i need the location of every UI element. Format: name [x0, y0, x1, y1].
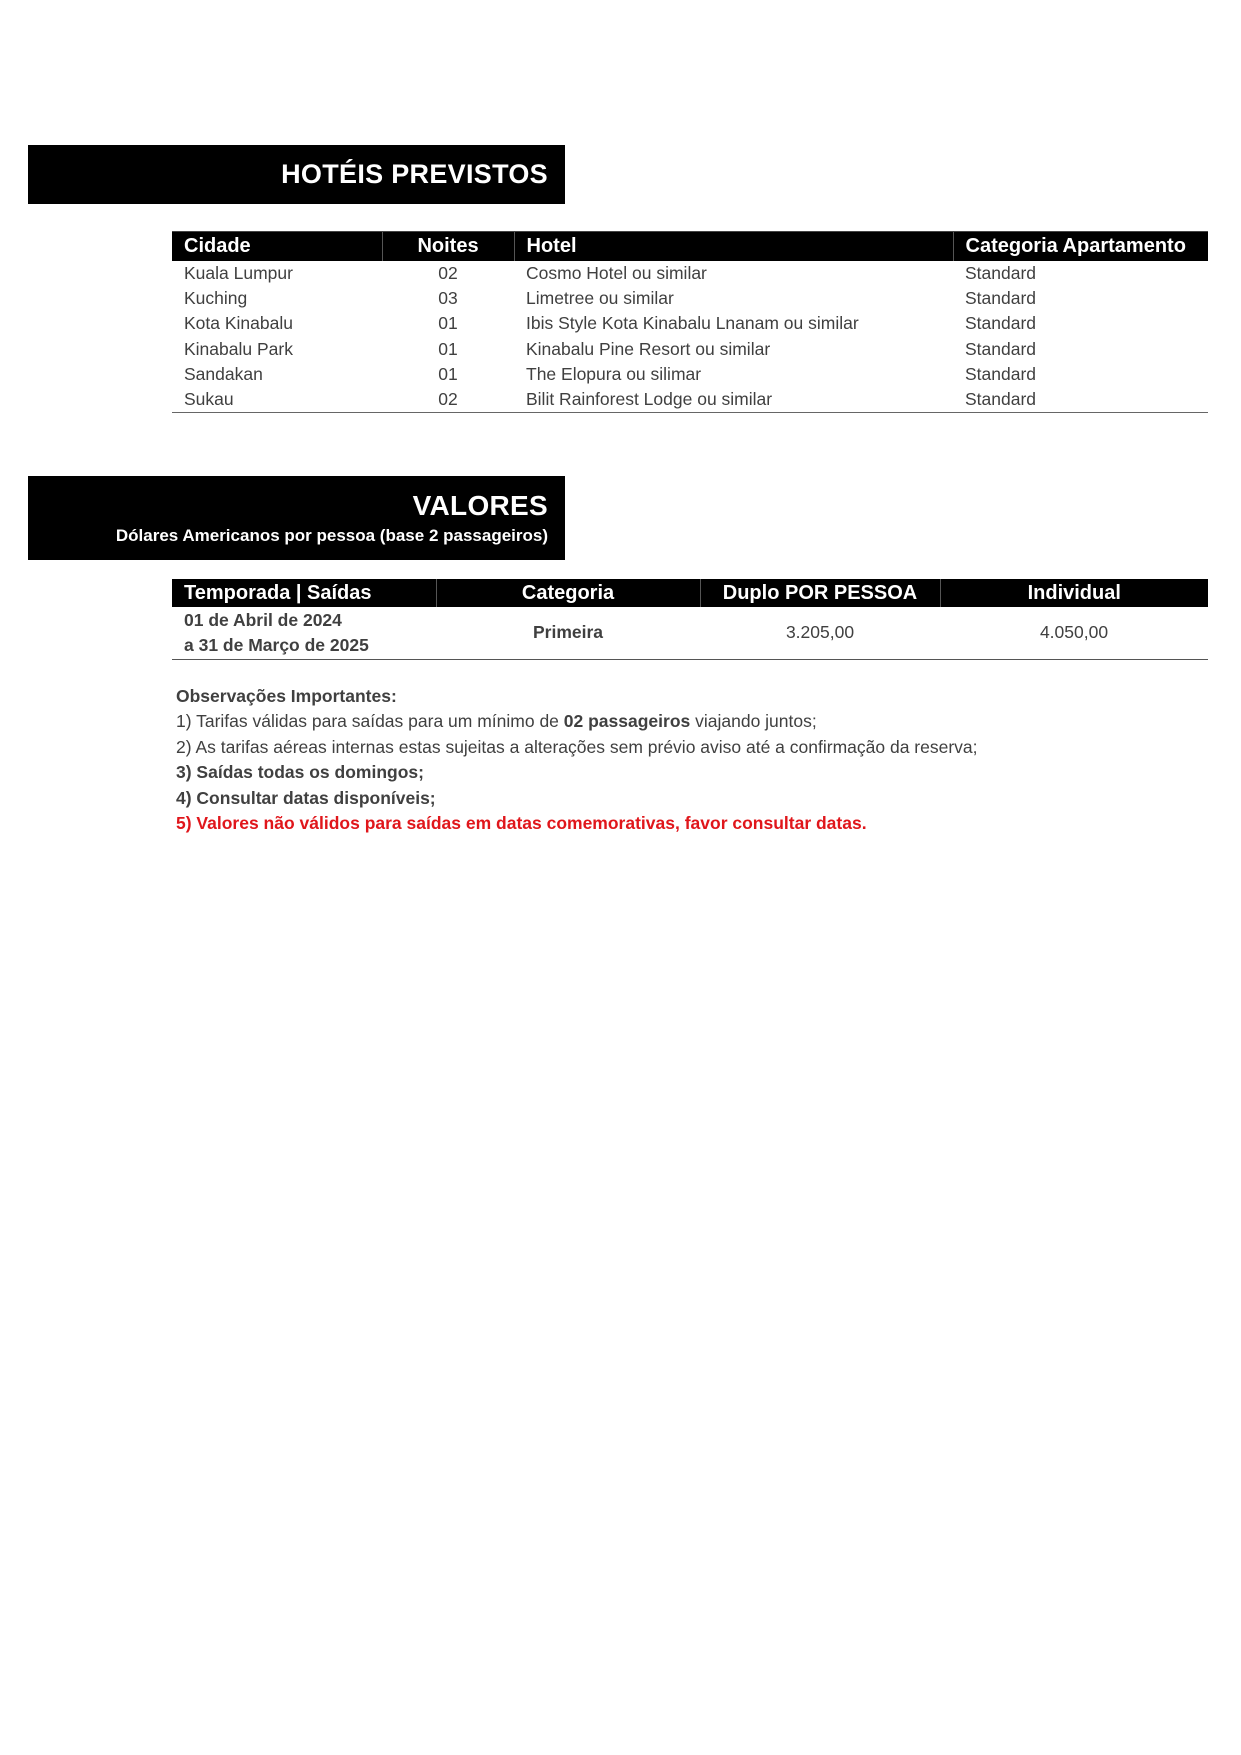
- cell-hotel: Limetree ou similar: [526, 288, 674, 309]
- table-row: [172, 362, 1208, 387]
- observacao-1-post: viajando juntos;: [690, 711, 817, 732]
- cell-hotel: Ibis Style Kota Kinabalu Lnanam ou similar: [526, 313, 859, 334]
- observacao-item-4: 4) Consultar datas disponíveis;: [176, 787, 436, 808]
- valores-section-header: [28, 476, 565, 560]
- cell-categoria: Standard: [965, 313, 1037, 334]
- table-row: [172, 607, 1208, 659]
- observacao-item-3: 3) Saídas todas os domingos;: [176, 762, 424, 783]
- cell-hotel: The Elopura ou silimar: [526, 364, 702, 385]
- cell-cidade: Sandakan: [184, 364, 263, 385]
- cell-noites: 01: [438, 364, 458, 385]
- header-categoria: Categoria Apartamento: [953, 232, 1208, 261]
- periodo-inicio: 01 de Abril de 2024: [184, 609, 342, 630]
- header-noites: Noites: [382, 232, 514, 261]
- valores-table-header-row: [172, 579, 1208, 607]
- table-row: [172, 387, 1208, 413]
- cell-noites: 02: [438, 262, 458, 283]
- header-temporada: Temporada | Saídas: [172, 579, 436, 607]
- table-row: [172, 261, 1208, 286]
- observacao-item-1: [176, 709, 1216, 734]
- cell-hotel: Cosmo Hotel ou similar: [526, 262, 707, 283]
- cell-cidade: Kinabalu Park: [184, 338, 293, 359]
- cell-categoria: Primeira: [436, 607, 700, 659]
- cell-cidade: Kota Kinabalu: [184, 313, 293, 334]
- table-row: [172, 311, 1208, 336]
- hoteis-title: HOTÉIS PREVISTOS: [281, 159, 548, 189]
- cell-noites: 02: [382, 387, 514, 413]
- observacoes-title: Observações Importantes:: [176, 686, 397, 706]
- observacao-item-5: 5) Valores não válidos para saídas em datas comemorativas, favor consultar datas.: [176, 813, 867, 834]
- cell-periodo: [172, 607, 436, 659]
- observacao-item-2: 2) As tarifas aéreas internas estas sujeitas a alterações sem prévio aviso até a confirmação da reserva;: [176, 736, 978, 757]
- cell-categoria: Standard: [965, 364, 1037, 385]
- cell-categoria: Standard: [965, 262, 1037, 283]
- header-categoria: Categoria: [436, 579, 700, 607]
- cell-cidade: Kuching: [184, 288, 248, 309]
- periodo-fim: a 31 de Março de 2025: [184, 634, 369, 655]
- cell-cidade: Kuala Lumpur: [184, 262, 293, 283]
- cell-categoria: Standard: [953, 387, 1208, 413]
- cell-hotel: Bilit Rainforest Lodge ou similar: [514, 387, 953, 413]
- cell-categoria: Standard: [965, 288, 1037, 309]
- header-cidade: Cidade: [172, 232, 382, 261]
- header-duplo: Duplo POR PESSOA: [700, 579, 940, 607]
- cell-duplo: 3.205,00: [700, 607, 940, 659]
- valores-table: [172, 579, 1208, 660]
- valores-title: VALORES: [412, 490, 548, 521]
- hoteis-section-header: [28, 145, 565, 204]
- observacao-1-bold: 02 passageiros: [563, 711, 691, 732]
- observacao-1-pre: 1) Tarifas válidas para saídas para um mínimo de: [176, 711, 564, 732]
- hotel-table-header-row: [172, 232, 1208, 261]
- hotel-table: [172, 231, 1208, 413]
- header-individual: Individual: [940, 579, 1208, 607]
- cell-noites: 03: [438, 288, 458, 309]
- observacoes-block: [176, 684, 1216, 836]
- table-row: [172, 337, 1208, 362]
- valores-subtitle: Dólares Americanos por pessoa (base 2 passageiros): [115, 526, 548, 545]
- cell-noites: 01: [438, 338, 458, 359]
- cell-individual: 4.050,00: [940, 607, 1208, 659]
- cell-cidade: Sukau: [172, 387, 382, 413]
- cell-noites: 01: [438, 313, 458, 334]
- header-hotel: Hotel: [514, 232, 953, 261]
- cell-hotel: Kinabalu Pine Resort ou similar: [526, 338, 771, 359]
- cell-categoria: Standard: [965, 338, 1037, 359]
- table-row: [172, 286, 1208, 311]
